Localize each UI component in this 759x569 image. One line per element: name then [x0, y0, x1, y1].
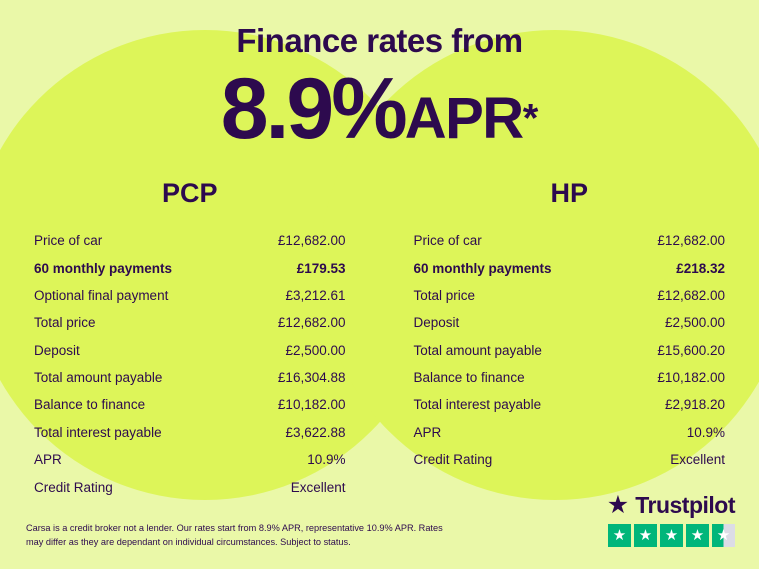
- row-label: Total price: [413, 287, 476, 303]
- table-row: [34, 446, 346, 473]
- row-label: APR: [34, 452, 62, 468]
- row-label: Price of car: [34, 233, 103, 249]
- table-row: [34, 254, 346, 281]
- trustpilot-wordmark: [607, 492, 735, 519]
- table-row: [34, 337, 346, 364]
- row-label: Balance to finance: [413, 370, 525, 386]
- finance-table-pcp: [0, 178, 380, 501]
- table-row: [34, 309, 346, 336]
- row-label: Balance to finance: [34, 397, 146, 413]
- table-row: [34, 227, 346, 254]
- headline-rate: [0, 61, 759, 157]
- headline-rate-asterisk: *: [522, 96, 539, 141]
- row-value: Excellent: [290, 479, 346, 495]
- finance-tables: [0, 178, 759, 501]
- row-label: Total amount payable: [413, 342, 542, 358]
- table-row: [414, 282, 726, 309]
- finance-table-pcp-title: PCP: [161, 178, 218, 208]
- table-row: [34, 473, 346, 500]
- star-icon: ★: [634, 524, 657, 547]
- row-value: £218.32: [676, 260, 725, 276]
- row-label: 60 monthly payments: [413, 260, 552, 276]
- row-value: £10,182.00: [657, 370, 725, 386]
- trustpilot-rating-stars: [607, 524, 735, 547]
- star-icon: ★: [608, 524, 631, 547]
- row-label: Price of car: [413, 233, 482, 249]
- table-row: [414, 309, 726, 336]
- row-label: Total interest payable: [34, 424, 162, 440]
- star-half-icon: ★: [712, 524, 735, 547]
- row-value: £179.53: [296, 260, 346, 276]
- row-value: £12,682.00: [277, 233, 346, 249]
- row-label: Credit Rating: [413, 452, 493, 468]
- row-label: Total amount payable: [34, 370, 163, 386]
- trustpilot-star-icon: ★: [606, 491, 630, 519]
- row-value: £12,682.00: [277, 315, 346, 331]
- page-title: Finance rates from: [236, 22, 523, 59]
- row-value: 10.9%: [686, 424, 725, 440]
- table-row: [414, 337, 726, 364]
- row-value: £15,600.20: [657, 342, 725, 358]
- table-row: [414, 419, 726, 446]
- row-value: Excellent: [670, 452, 725, 468]
- table-row: [414, 227, 726, 254]
- finance-table-hp-title: HP: [550, 178, 588, 208]
- row-value: £2,918.20: [664, 397, 725, 413]
- trustpilot-badge: [607, 492, 735, 547]
- star-icon: ★: [686, 524, 709, 547]
- row-value: £16,304.88: [277, 370, 346, 386]
- table-row: [414, 254, 726, 281]
- finance-table-hp: [380, 178, 759, 501]
- row-value: £12,682.00: [657, 233, 725, 249]
- table-row: [414, 364, 726, 391]
- row-label: Total interest payable: [413, 397, 542, 413]
- star-icon: ★: [660, 524, 683, 547]
- row-value: £12,682.00: [657, 287, 725, 303]
- row-value: 10.9%: [307, 452, 346, 468]
- row-label: Deposit: [34, 342, 80, 358]
- row-label: Deposit: [413, 315, 460, 331]
- row-label: Optional final payment: [34, 287, 169, 303]
- headline-rate-number: 8.9%: [220, 61, 405, 157]
- table-row: [34, 282, 346, 309]
- table-row: [414, 446, 726, 473]
- table-row: [34, 391, 346, 418]
- row-label: Total price: [34, 315, 96, 331]
- table-row: [34, 419, 346, 446]
- row-value: £3,622.88: [285, 424, 346, 440]
- row-label: 60 monthly payments: [34, 260, 173, 276]
- row-value: £3,212.61: [285, 287, 346, 303]
- row-value: £10,182.00: [277, 397, 346, 413]
- row-label: Credit Rating: [34, 479, 113, 495]
- table-row: [34, 364, 346, 391]
- row-value: £2,500.00: [285, 342, 346, 358]
- table-row: [414, 391, 726, 418]
- row-value: £2,500.00: [664, 315, 725, 331]
- headline-rate-apr: APR: [404, 86, 523, 151]
- trustpilot-name: Trustpilot: [635, 492, 735, 518]
- row-label: APR: [413, 424, 442, 440]
- disclaimer-text: Carsa is a credit broker not a lender. Our rates start from 8.9% APR, representative 10.9% APR. Rates may differ as they are dependant on individual circumstances. Subject to status.: [26, 523, 443, 547]
